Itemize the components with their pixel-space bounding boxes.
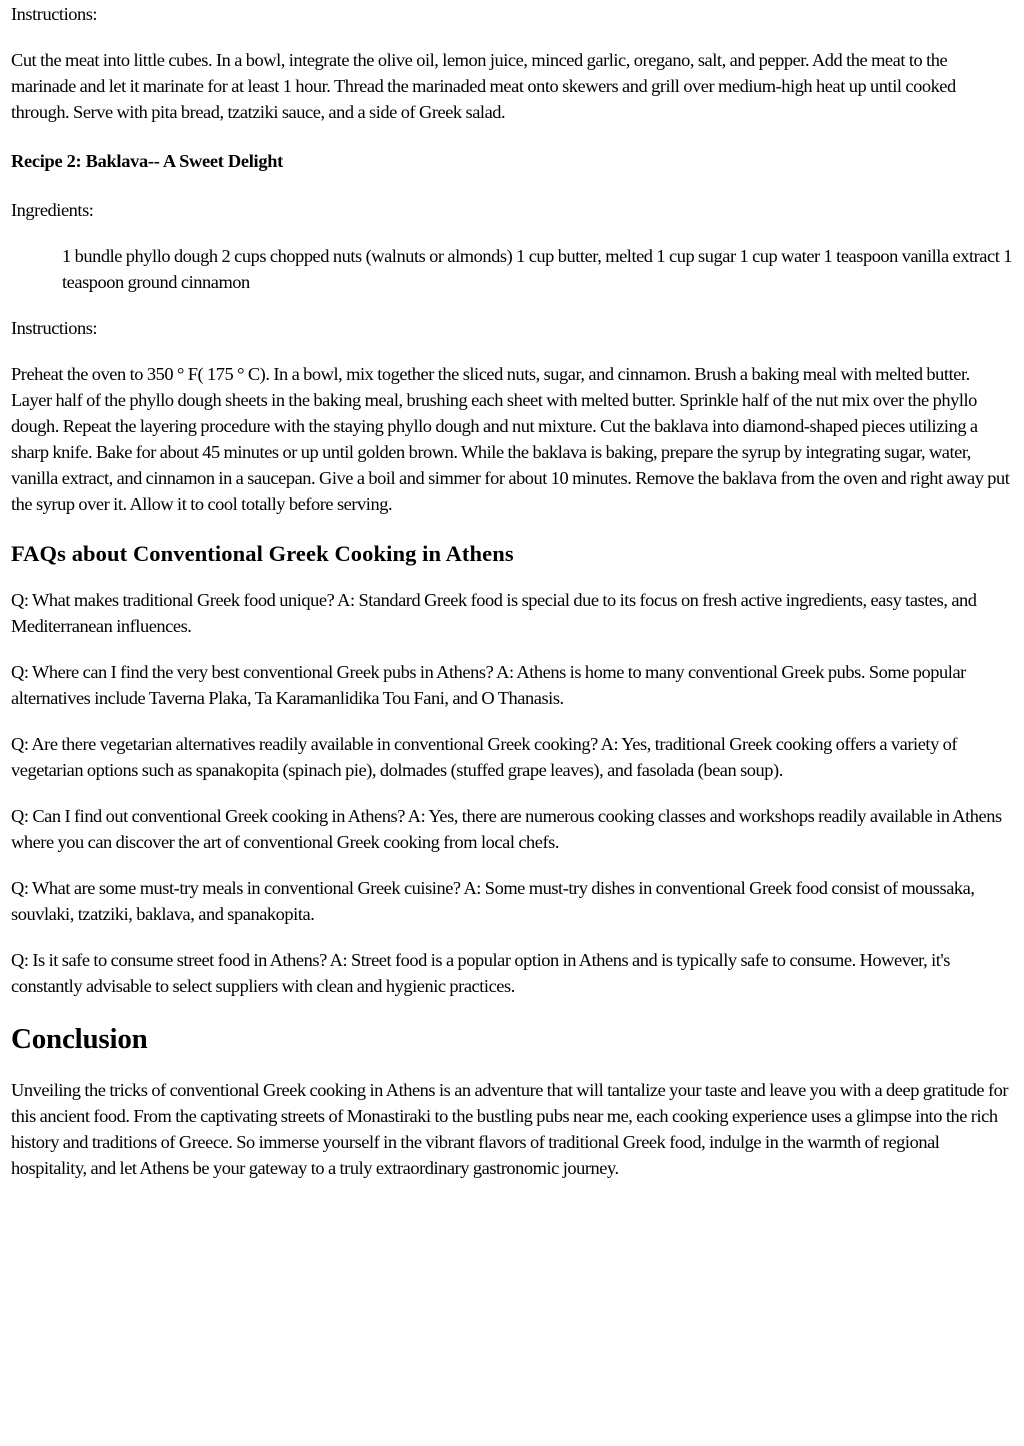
conclusion-heading: Conclusion	[11, 1023, 148, 1055]
recipe2-title: Recipe 2: Baklava-- A Sweet Delight	[11, 151, 283, 171]
recipe2-ingredients-label: Ingredients:	[11, 200, 94, 220]
faq-item-2: Q: Where can I find the very best conventional Greek pubs in Athens? A: Athens is home to many conventional Greek pubs. Some popular alternatives include Taverna Plaka, Ta Karamanlidika Tou Fani, and O Thanasis.	[11, 662, 966, 708]
conclusion-text: Unveiling the tricks of conventional Greek cooking in Athens is an adventure that will tantalize your taste and leave you with a deep gratitude for this ancient food. From the captivating streets of Monastiraki to the bustling pubs near me, each cooking experience uses a glimpse into the rich history and traditions of Greece. So immerse yourself in the vibrant flavors of traditional Greek food, indulge in the warmth of regional hospitality, and let Athens be your gateway to a truly extraordinary gastronomic journey.	[11, 1080, 1009, 1178]
faq-item-6: Q: Is it safe to consume street food in Athens? A: Street food is a popular option in Athens and is typically safe to consume. However, it's constantly advisable to select suppliers with clean and hygienic practices.	[11, 950, 950, 996]
faq-item-4: Q: Can I find out conventional Greek cooking in Athens? A: Yes, there are numerous cooking classes and workshops readily available in Athens where you can discover the art of conventional Greek cooking from local chefs.	[11, 806, 1002, 852]
faq-item-1: Q: What makes traditional Greek food unique? A: Standard Greek food is special due to its focus on fresh active ingredients, easy tastes, and Mediterranean influences.	[11, 590, 977, 636]
faqs-heading: FAQs about Conventional Greek Cooking in Athens	[11, 541, 514, 566]
recipe1-instructions: Cut the meat into little cubes. In a bowl, integrate the olive oil, lemon juice, minced garlic, oregano, salt, and pepper. Add the meat to the marinade and let it marinate for at least 1 hour. Thread the marinaded meat onto skewers and grill over medium-high heat up until cooked through. Serve with pita bread, tzatziki sauce, and a side of Greek salad.	[11, 50, 956, 122]
faq-item-5: Q: What are some must-try meals in conventional Greek cuisine? A: Some must-try dishes in conventional Greek food consist of moussaka, souvlaki, tzatziki, baklava, and spanakopita.	[11, 878, 975, 924]
recipe2-instructions: Preheat the oven to 350 ° F( 175 ° C). In a bowl, mix together the sliced nuts, sugar, and cinnamon. Brush a baking meal with melted butter. Layer half of the phyllo dough sheets in the baking meal, brushing each sheet with melted butter. Sprinkle half of the nut mix over the phyllo dough. Repeat the layering procedure with the staying phyllo dough and nut mixture. Cut the baklava into diamond-shaped pieces utilizing a sharp knife. Bake for about 45 minutes or up until golden brown. While the baklava is baking, prepare the syrup by integrating sugar, water, vanilla extract, and cinnamon in a saucepan. Give a boil and simmer for about 10 minutes. Remove the baklava from the oven and right away put the syrup over it. Allow it to cool totally before serving.	[11, 364, 1010, 514]
recipe2-instructions-label: Instructions:	[11, 318, 98, 338]
recipe2-ingredients: 1 bundle phyllo dough 2 cups chopped nuts (walnuts or almonds) 1 cup butter, melted 1 cup sugar 1 cup water 1 teaspoon vanilla extract 1 teaspoon ground cinnamon	[62, 246, 1012, 292]
recipe1-instructions-label: Instructions:	[11, 4, 98, 24]
recipe2-ingredients-block	[62, 243, 1014, 295]
faq-item-3: Q: Are there vegetarian alternatives readily available in conventional Greek cooking? A: Yes, traditional Greek cooking offers a variety of vegetarian options such as spanakopita (spinach pie), dolmades (stuffed grape leaves), and fasolada (bean soup).	[11, 734, 958, 780]
